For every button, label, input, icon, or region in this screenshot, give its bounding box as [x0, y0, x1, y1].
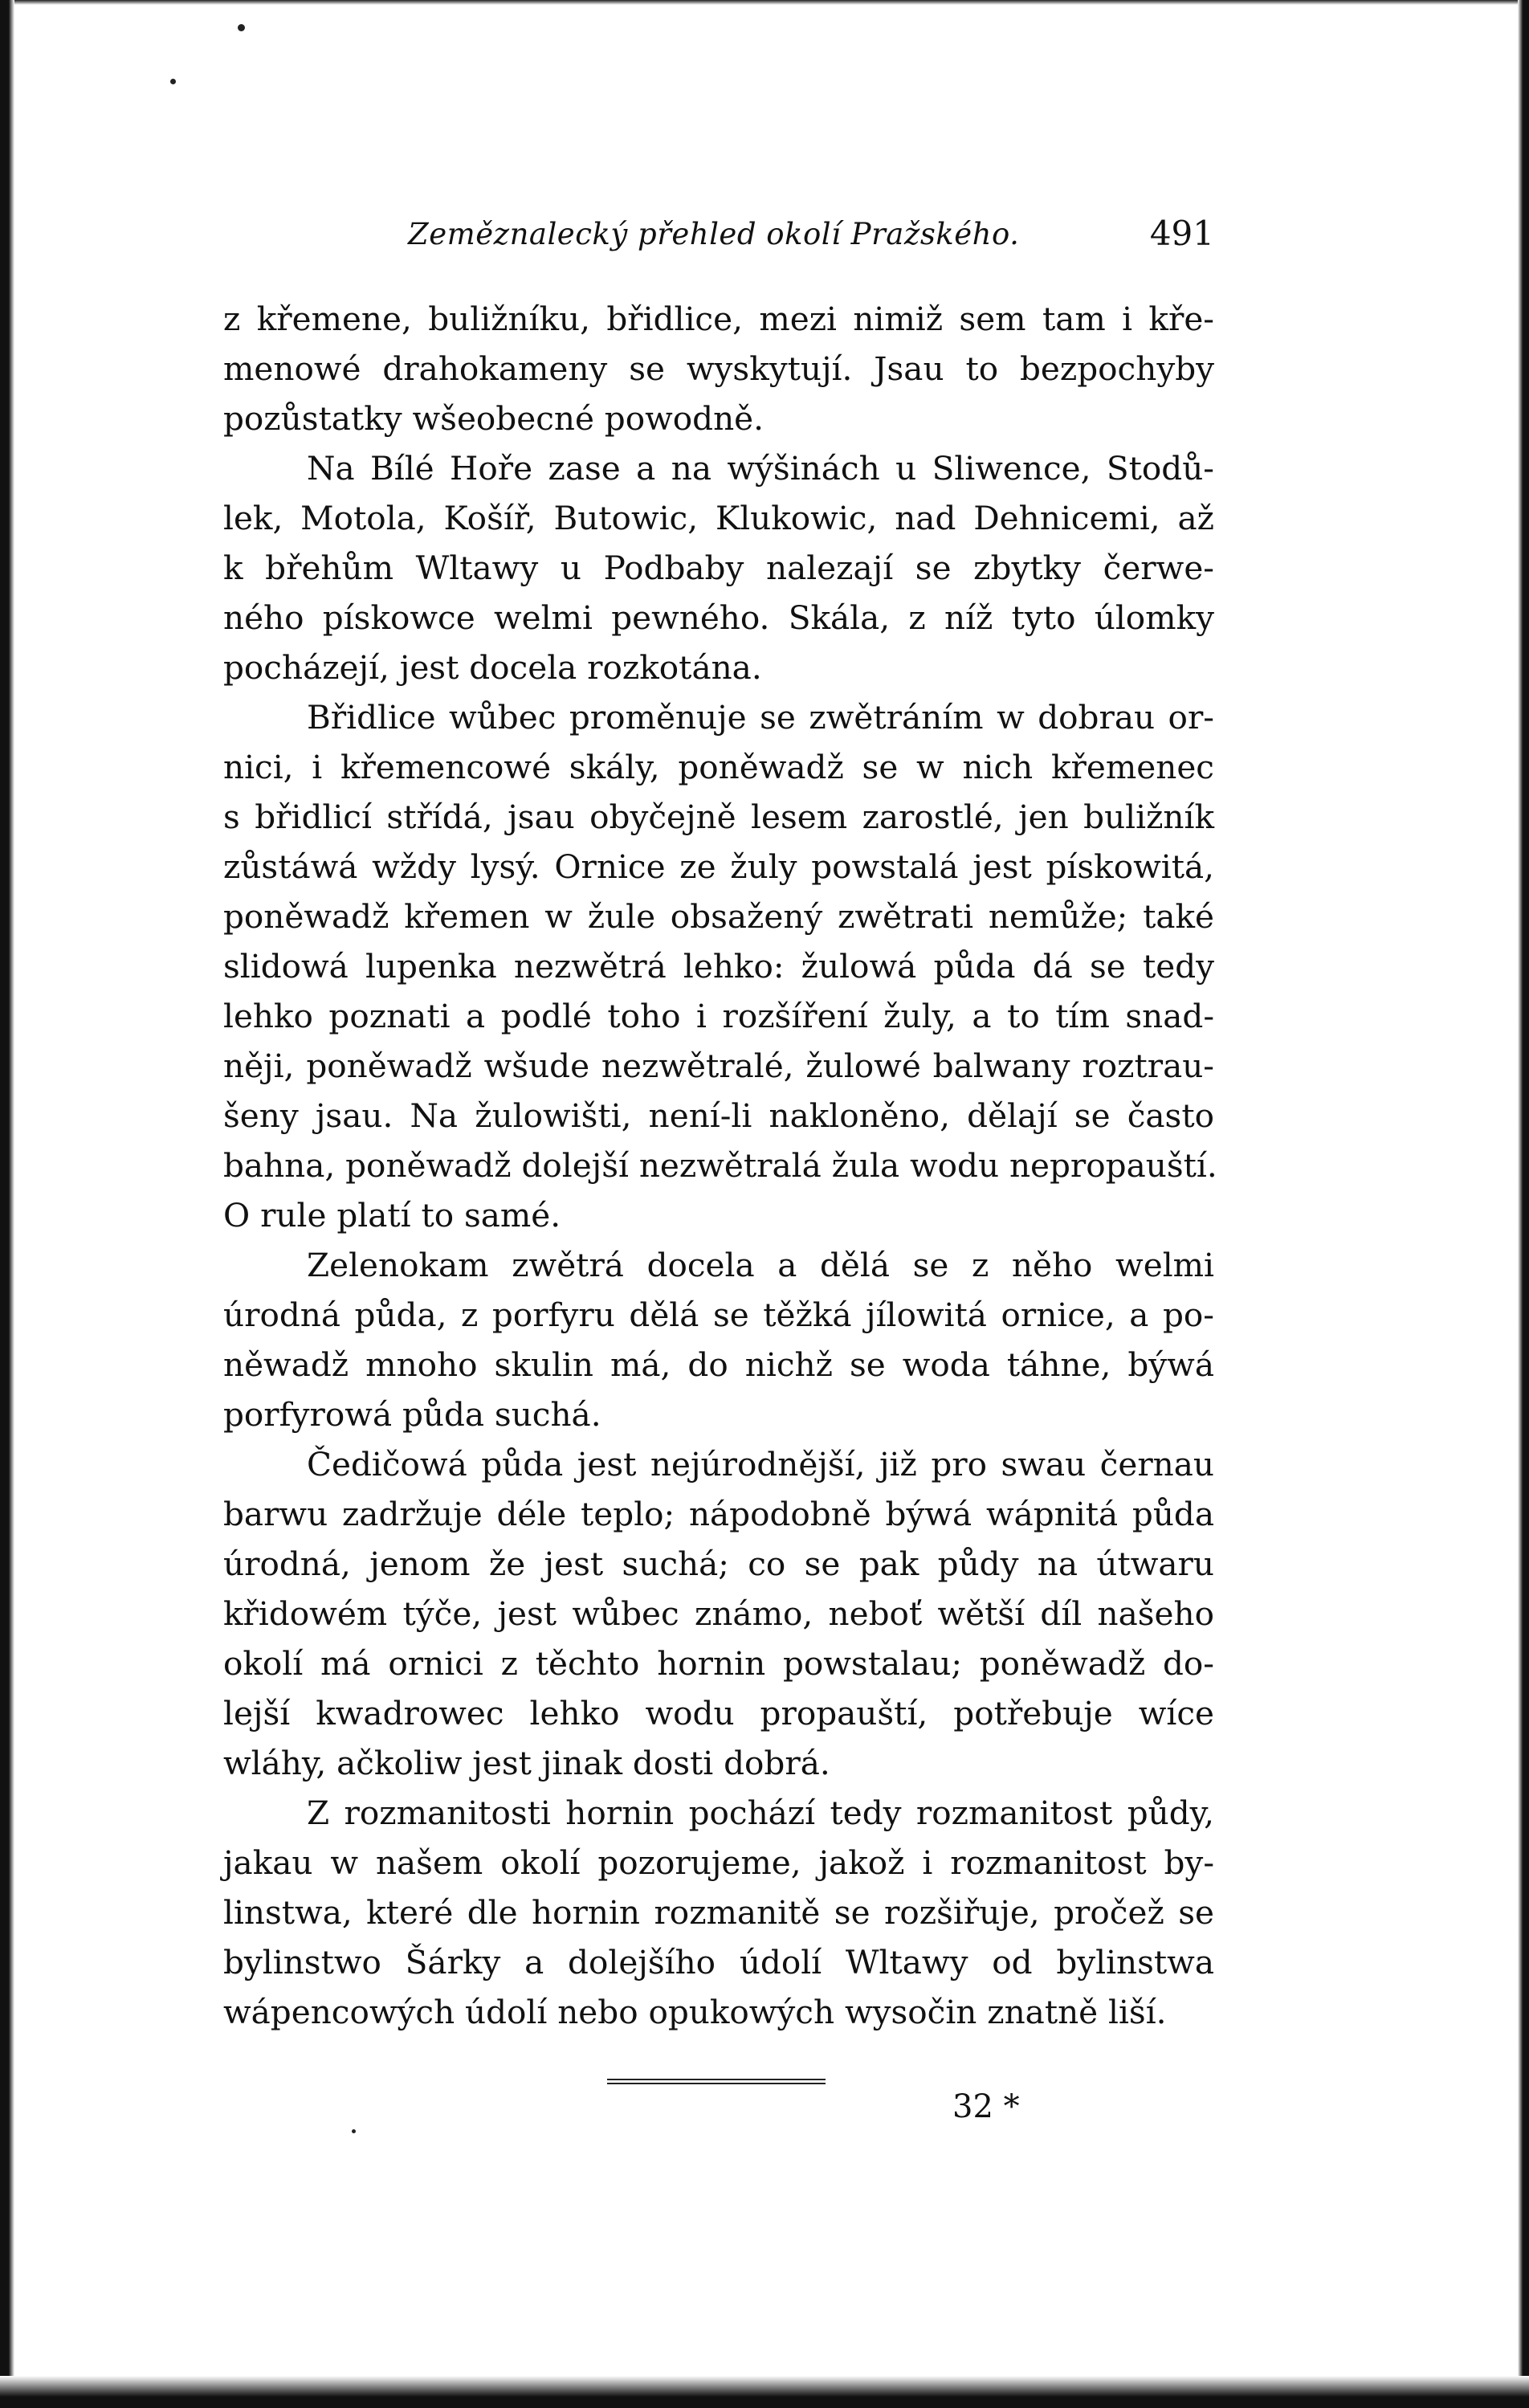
text-line: bahna, poněwadž dolejší nezwětralá žula wodu nepropauští.	[223, 1146, 1217, 1185]
text-line: Čedičowá půda jest nejúrodnější, již pro swau černau	[307, 1445, 1214, 1484]
paragraph	[223, 294, 1214, 443]
text-line: něji, poněwadž wšude nezwětralé, žulowé balwany roztrau-	[223, 1047, 1214, 1085]
text-line: ného pískowce welmi pewného. Skála, z níž tyto úlomky	[223, 598, 1214, 637]
text-line: Na Bílé Hoře zase a na wýšinách u Sliwence, Stodů-	[307, 449, 1214, 488]
text-line: s břidlicí střídá, jsau obyčejně lesem zarostlé, jen buližník	[223, 798, 1214, 836]
text-line: slidowá lupenka nezwětrá lehko: žulowá půda dá se tedy	[223, 947, 1214, 986]
scan-edge-top	[0, 0, 1529, 5]
text-line: Břidlice wůbec proměnuje se zwětráním w dobrau or-	[307, 698, 1214, 737]
text-line: bylinstwo Šárky a dolejšího údolí Wltawy od bylinstwa	[223, 1943, 1214, 1981]
text-line: porfyrowá půda suchá.	[223, 1395, 601, 1434]
running-head	[223, 214, 1214, 265]
signature-mark: 32 *	[952, 2088, 1020, 2125]
text-line: wláhy, ačkoliw jest jinak dosti dobrá.	[223, 1744, 830, 1782]
text-line: pozůstatky wšeobecné powodně.	[223, 399, 764, 438]
text-line: k břehům Wltawy u Podbaby nalezají se zbytky čerwe-	[223, 549, 1214, 587]
running-title: Zeměznalecký přehled okolí Pražského.	[408, 217, 1020, 251]
text-line: nici, i křemencowé skály, poněwadž se w nich křemenec	[223, 748, 1214, 786]
text-line: lehko poznati a podlé toho i rozšíření žuly, a to tím snad-	[223, 997, 1214, 1035]
text-line: jakau w našem okolí pozorujeme, jakož i rozmanitost by-	[223, 1843, 1214, 1882]
text-line: lek, Motola, Košíř, Butowic, Klukowic, nad Dehnicemi, až	[223, 499, 1214, 537]
text-line: Z rozmanitosti hornin pochází tedy rozmanitost půdy,	[307, 1794, 1214, 1832]
text-line: něwadž mnoho skulin má, do nichž se woda táhne, býwá	[223, 1345, 1214, 1384]
text-line: lejší kwadrowec lehko wodu propauští, potřebuje wíce	[223, 1694, 1214, 1733]
text-line: úrodná půda, z porfyru dělá se těžká jílowitá ornice, a po-	[223, 1296, 1214, 1334]
scan-speck	[170, 79, 176, 84]
text-line: z křemene, buližníku, břidlice, mezi nimiž sem tam i kře-	[223, 300, 1214, 338]
paragraph	[223, 1788, 1214, 2037]
section-rule	[607, 2079, 826, 2084]
page-number: 491	[1149, 214, 1214, 253]
text-line: linstwa, které dle hornin rozmanitě se rozšiřuje, pročež se	[223, 1893, 1214, 1932]
text-line: křidowém týče, jest wůbec známo, neboť wětší díl našeho	[223, 1594, 1214, 1633]
text-line: okolí má ornici z těchto hornin powstalau; poněwadž do-	[223, 1644, 1214, 1683]
body-text	[223, 294, 1217, 2037]
text-line: wápencowých údolí nebo opukowých wysočin znatně liší.	[223, 1993, 1167, 2031]
text-line: zůstáwá wždy lysý. Ornice ze žuly powstalá jest pískowitá,	[223, 847, 1214, 886]
text-line: Zelenokam zwětrá docela a dělá se z něho welmi	[307, 1246, 1214, 1284]
text-line: menowé drahokameny se wyskytují. Jsau to bezpochyby	[223, 349, 1214, 388]
text-line: poněwadž křemen w žule obsažený zwětrati nemůže; také	[223, 897, 1214, 936]
paragraph	[223, 692, 1217, 1240]
text-line: úrodná, jenom že jest suchá; co se pak půdy na útwaru	[223, 1545, 1214, 1583]
scan-speck	[238, 24, 245, 31]
text-line: O rule platí to samé.	[223, 1196, 561, 1235]
scan-edge-right	[1518, 0, 1529, 2408]
paragraph	[223, 1240, 1214, 1439]
scan-edge-left	[0, 0, 14, 2408]
paragraph	[223, 1439, 1214, 1788]
paragraph	[223, 443, 1214, 692]
book-page	[223, 214, 1217, 2037]
text-line: šeny jsau. Na žulowišti, není-li nakloněno, dělají se často	[223, 1096, 1214, 1135]
scan-speck	[352, 2129, 356, 2133]
scan-edge-bottom	[0, 2376, 1529, 2408]
text-line: pocházejí, jest docela rozkotána.	[223, 648, 762, 687]
text-line: barwu zadržuje déle teplo; nápodobně býwá wápnitá půda	[223, 1495, 1214, 1533]
